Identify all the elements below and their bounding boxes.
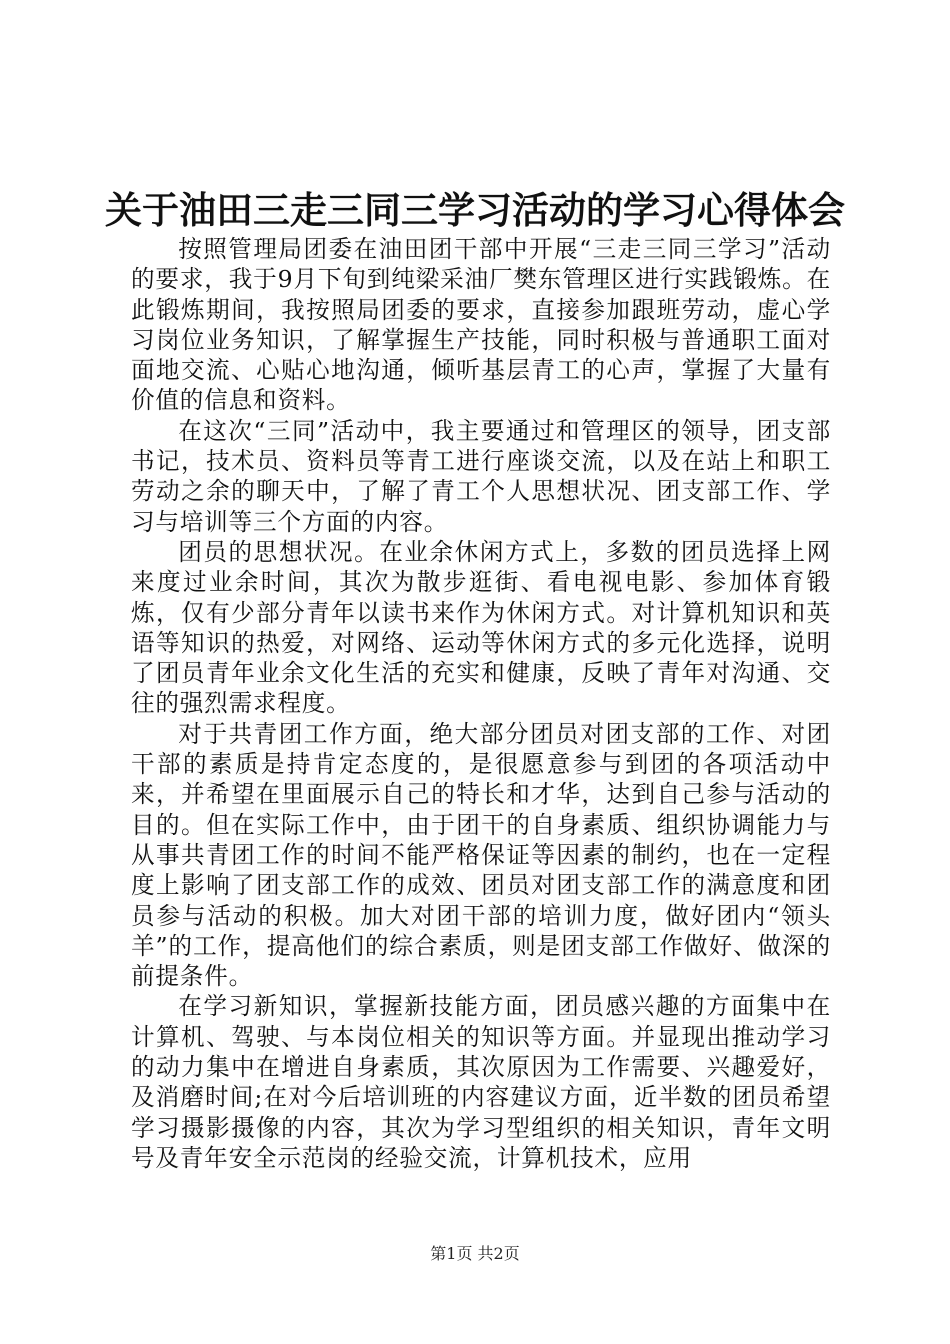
paragraph-4: 对于共青团工作方面，绝大部分团员对团支部的工作、对团干部的素质是持肯定态度的，是很愿意参与到团的各项活动中来，并希望在里面展示自己的特长和才华，达到自己参与活动的目的。但在实际工作中，由于团干的自身素质、组织协调能力与从事共青团工作的时间不能严格保证等因素的制约，也在一定程度上影响了团支部工作的成效、团员对团支部工作的满意度和团员参与活动的积极。加大对团干部的培训力度，做好团内“领头羊”的工作，提高他们的综合素质，则是团支部工作做好、做深的前提条件。 [131, 719, 831, 991]
paragraph-2: 在这次“三同”活动中，我主要通过和管理区的领导，团支部书记，技术员、资料员等青工进行座谈交流，以及在站上和职工劳动之余的聊天中，了解了青工个人思想状况、团支部工作、学习与培训等三个方面的内容。 [131, 416, 831, 536]
page-number-footer: 第1页 共2页 [430, 1244, 520, 1263]
paragraph-1: 按照管理局团委在油田团干部中开展“三走三同三学习”活动的要求，我于9月下旬到纯梁采油厂樊东管理区进行实践锻炼。在此锻炼期间，我按照局团委的要求，直接参加跟班劳动，虚心学习岗位业务知识，了解掌握生产技能，同时积极与普通职工面对面地交流、心贴心地沟通，倾听基层青工的心声，掌握了大量有价值的信息和资料。 [131, 235, 831, 415]
paragraph-5: 在学习新知识，掌握新技能方面，团员感兴趣的方面集中在计算机、驾驶、与本岗位相关的知识等方面。并显现出推动学习的动力集中在增进自身素质，其次原因为工作需要、兴趣爱好，及消磨时间;在对今后培训班的内容建议方面，近半数的团员希望学习摄影摄像的内容，其次为学习型组织的相关知识，青年文明号及青年安全示范岗的经验交流，计算机技术，应用 [131, 992, 831, 1172]
document-body [131, 234, 831, 1173]
document-title: 关于油田三走三同三学习活动的学习心得体会 [105, 188, 845, 232]
paragraph-3: 团员的思想状况。在业余休闲方式上，多数的团员选择上网来度过业余时间，其次为散步逛街、看电视电影、参加体育锻炼，仅有少部分青年以读书来作为休闲方式。对计算机知识和英语等知识的热爱，对网络、运动等休闲方式的多元化选择，说明了团员青年业余文化生活的充实和健康，反映了青年对沟通、交往的强烈需求程度。 [131, 537, 831, 718]
